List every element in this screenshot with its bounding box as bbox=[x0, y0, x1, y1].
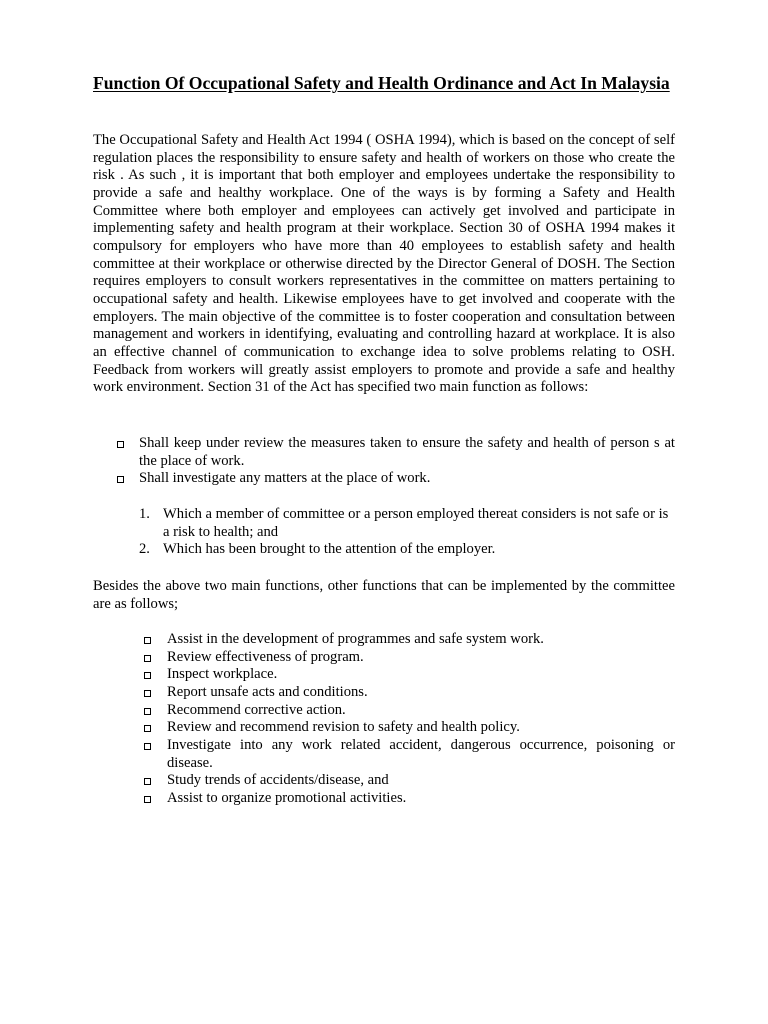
list-item-text: Review effectiveness of program. bbox=[167, 648, 364, 665]
square-bullet-icon bbox=[117, 441, 124, 448]
square-bullet-icon bbox=[144, 655, 151, 662]
list-item-text: Recommend corrective action. bbox=[167, 701, 346, 718]
list-item bbox=[142, 702, 675, 720]
square-bullet-icon bbox=[117, 476, 124, 483]
square-bullet-icon bbox=[144, 778, 151, 785]
square-bullet-icon bbox=[144, 637, 151, 644]
list-item-text: Shall investigate any matters at the place of work. bbox=[139, 470, 431, 487]
square-bullet-icon bbox=[144, 690, 151, 697]
square-bullet-icon bbox=[144, 743, 151, 750]
document-title: Function Of Occupational Safety and Health Ordinance and Act In Malaysia bbox=[93, 73, 670, 93]
list-item bbox=[139, 541, 675, 559]
list-item bbox=[142, 666, 675, 684]
list-item bbox=[142, 719, 675, 737]
list-item bbox=[142, 684, 675, 702]
list-item bbox=[115, 470, 675, 488]
list-item-text: Which a member of committee or a person employed thereat considers is not safe or is a risk to health; and bbox=[163, 506, 669, 540]
list-item bbox=[142, 737, 675, 772]
main-functions-list bbox=[115, 435, 675, 488]
list-item bbox=[139, 506, 675, 541]
list-item-text: Report unsafe acts and conditions. bbox=[167, 683, 368, 700]
list-item-text: Investigate into any work related accident, dangerous occurrence, poisoning or disease. bbox=[167, 736, 675, 771]
square-bullet-icon bbox=[144, 708, 151, 715]
list-item-text: Review and recommend revision to safety and health policy. bbox=[167, 719, 520, 736]
list-item-text: Inspect workplace. bbox=[167, 666, 278, 683]
list-item bbox=[115, 435, 675, 470]
intro-paragraph: The Occupational Safety and Health Act 1994 ( OSHA 1994), which is based on the concept of self regulation places the responsibility to ensure safety and health of workers on those who create the risk . As such , it is important that both employer and employees undertake the responsibility to provide a safe and healthy workplace. One of the ways is by forming a Safety and Health Committee where both employer and employees can actively get involved and participate in implementing safety and health program at their workplace. Section 30 of OSHA 1994 makes it compulsory for employers who have more than 40 employees to establish safety and health committee at their workplace or otherwise directed by the Director General of DOSH. The Section requires employers to consult workers representatives in the committee on matters pertaining to occupational safety and health. Likewise employees have to get involved and cooperate with the employers. The main objective of the committee is to foster cooperation and consultation between management and workers in identifying, evaluating and controlling hazard at workplace. It is also an effective channel of communication to exchange idea to solve problems relating to OSH. Feedback from workers will greatly assist employers to promote and provide a safe and healthy work environment. Section 31 of the Act has specified two main function as follows: bbox=[93, 132, 675, 396]
list-item bbox=[142, 772, 675, 790]
other-functions-list bbox=[142, 631, 675, 808]
list-item bbox=[142, 649, 675, 667]
investigate-matters-list bbox=[139, 506, 675, 559]
list-item-text: Assist in the development of programmes and safe system work. bbox=[167, 631, 544, 647]
list-item-text: Assist to organize promotional activities. bbox=[167, 789, 407, 806]
square-bullet-icon bbox=[144, 672, 151, 679]
square-bullet-icon bbox=[144, 725, 151, 732]
list-item bbox=[142, 631, 675, 649]
list-item bbox=[142, 790, 675, 808]
besides-paragraph: Besides the above two main functions, other functions that can be implemented by the committee are as follows; bbox=[93, 578, 675, 612]
list-item-text: Which has been brought to the attention of the employer. bbox=[163, 541, 496, 558]
list-item-text: Study trends of accidents/disease, and bbox=[167, 772, 389, 789]
list-item-number: 1. bbox=[139, 506, 150, 522]
list-item-number: 2. bbox=[139, 541, 150, 558]
square-bullet-icon bbox=[144, 796, 151, 803]
list-item-text: Shall keep under review the measures taken to ensure the safety and health of person s at the place of work. bbox=[139, 435, 675, 469]
